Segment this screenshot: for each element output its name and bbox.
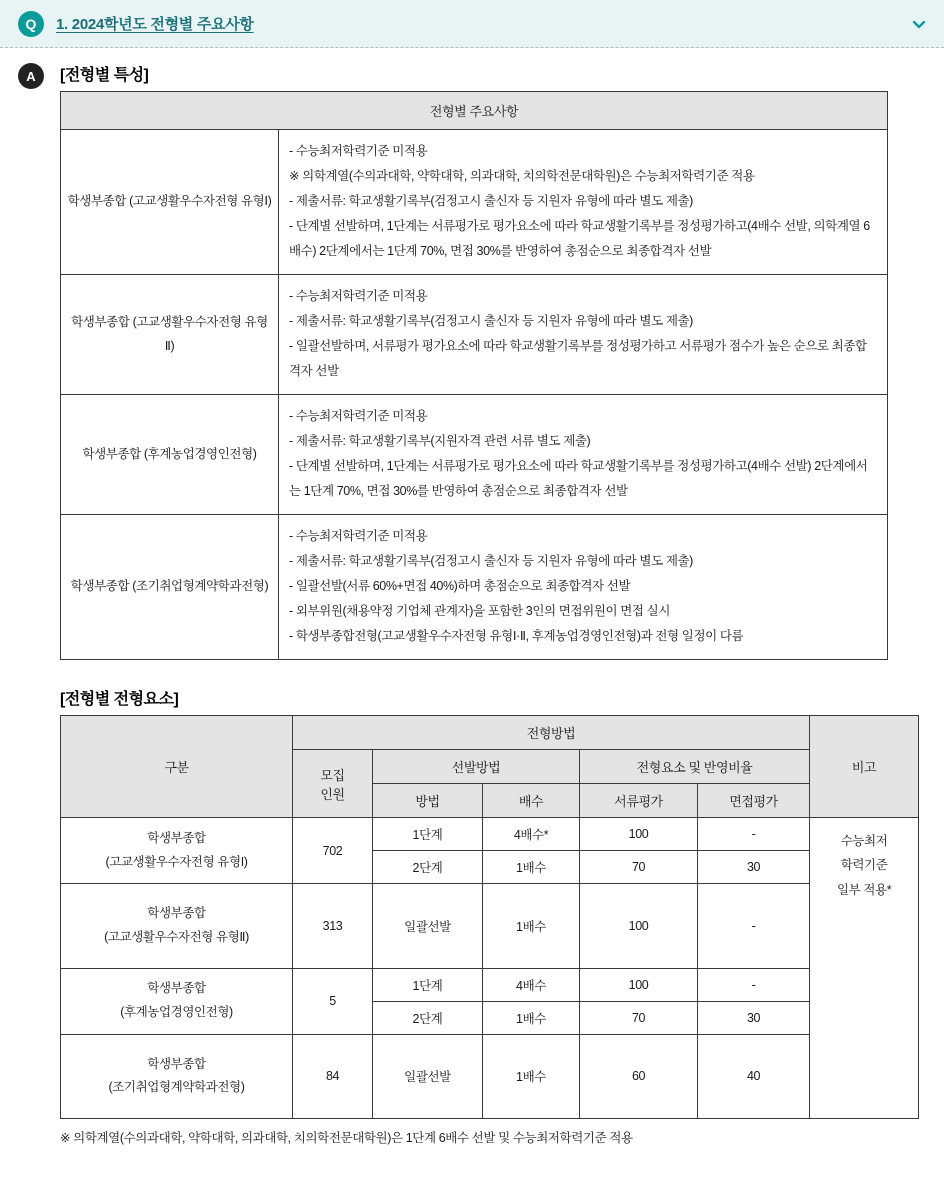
faq-question-title[interactable]: 1. 2024학년도 전형별 주요사항	[56, 16, 254, 33]
stage-ratio: 1배수	[483, 851, 580, 884]
detail-line: - 일괄선발하며, 서류평가 평가요소에 따라 학교생활기록부를 정성평가하고 서류평가 점수가 높은 순으로 최종합격자 선발	[289, 339, 867, 378]
stage-interview: -	[698, 818, 810, 851]
remark-line: 학력기준	[840, 858, 888, 873]
stage-document: 100	[580, 818, 698, 851]
stage-method: 일괄선발	[373, 1034, 483, 1119]
stage-ratio: 1배수	[483, 1001, 580, 1034]
stage-interview: 30	[698, 851, 810, 884]
category-line: 학생부종합	[147, 981, 206, 996]
stage-interview: -	[698, 968, 810, 1001]
stage-ratio: 4배수	[483, 968, 580, 1001]
category-line: 학생부종합	[82, 446, 141, 461]
stage-method: 2단계	[373, 851, 483, 884]
detail-line: - 외부위원(채용약정 기업체 관계자)을 포함한 3인의 면접위원이 면접 실시	[289, 604, 670, 618]
stage-interview: 30	[698, 1001, 810, 1034]
section-title-factors: [전형별 전형요소]	[60, 691, 179, 708]
stage-document: 70	[580, 1001, 698, 1034]
header-document: 서류평가	[580, 784, 698, 818]
category-line: (고교생활우수자전형 유형Ⅱ)	[132, 315, 268, 353]
row-category	[61, 395, 279, 515]
detail-line: - 제출서류: 학교생활기록부(검정고시 출신자 등 지원자 유형에 따라 별도 제출)	[289, 314, 693, 328]
category-line: (조기취업형계약학과전형)	[108, 1080, 245, 1095]
stage-ratio: 1배수	[483, 1034, 580, 1119]
row-category	[61, 818, 293, 884]
category-line: 학생부종합	[71, 315, 130, 330]
row-category	[61, 884, 293, 969]
category-line: 학생부종합	[147, 906, 206, 920]
table-row	[61, 395, 888, 515]
row-details	[279, 275, 888, 395]
header-method: 방법	[373, 784, 483, 818]
table-row	[61, 818, 919, 851]
header-quota-line: 인원	[320, 786, 345, 802]
stage-document: 70	[580, 851, 698, 884]
detail-line: - 일괄선발(서류 60%+면접 40%)하며 총점순으로 최종합격자 선발	[289, 579, 631, 593]
header-quota-line: 모집	[320, 767, 345, 783]
row-remark	[810, 818, 919, 1119]
detail-line: - 수능최저학력기준 미적용	[289, 289, 428, 303]
row-quota: 5	[293, 968, 373, 1034]
detail-line: - 단계별 선발하며, 1단계는 서류평가로 평가요소에 따라 학교생활기록부를 정성평가하고(4배수 선발) 2단계에서는 1단계 70%, 면접 30%를 반영하여 총점순으로 최종합격자 선발	[289, 459, 868, 498]
stage-method: 1단계	[373, 968, 483, 1001]
remark-line: 수능최저	[840, 834, 888, 848]
header-remark: 비고	[810, 716, 919, 818]
category-line: (고교생활우수자전형 유형I)	[105, 854, 248, 869]
row-category	[61, 275, 279, 395]
row-category	[61, 1034, 293, 1119]
stage-interview: -	[698, 884, 810, 969]
section-title-characteristics: [전형별 특성]	[60, 67, 149, 84]
admission-characteristics-table	[60, 91, 888, 660]
stage-document: 60	[580, 1034, 698, 1119]
stage-method: 1단계	[373, 818, 483, 851]
stage-document: 100	[580, 884, 698, 969]
category-line: 학생부종합	[67, 194, 126, 209]
table-header-row	[61, 92, 888, 130]
detail-line: - 학생부종합전형(고교생활우수자전형 유형Ⅰ·Ⅱ, 후계농업경영인전형)과 전형 일정이 다름	[289, 629, 744, 643]
category-line: 학생부종합	[147, 830, 206, 845]
stage-method: 일괄선발	[373, 884, 483, 969]
table-row	[61, 275, 888, 395]
question-badge: Q	[18, 11, 44, 37]
category-line: (고교생활우수자전형 유형Ⅱ)	[104, 929, 249, 944]
table-row	[61, 515, 888, 660]
row-quota: 313	[293, 884, 373, 969]
chevron-down-icon[interactable]	[908, 13, 930, 35]
table-row	[61, 1034, 919, 1119]
row-category	[61, 968, 293, 1034]
row-category	[61, 130, 279, 275]
table-footnote: ※ 의학계열(수의과대학, 약학대학, 의과대학, 치의학전문대학원)은 1단계 6배수 선발 및 수능최저학력기준 적용	[60, 1131, 633, 1145]
header-gubun: 구분	[61, 716, 293, 818]
remark-line: 일부 적용*	[836, 882, 892, 897]
table-header-cell: 전형별 주요사항	[61, 92, 888, 130]
category-line: 학생부종합	[70, 579, 130, 594]
table-row	[61, 968, 919, 1001]
detail-line: ※ 의학계열(수의과대학, 약학대학, 의과대학, 치의학전문대학원)은 수능최저학력기준 적용	[289, 169, 755, 183]
detail-line: - 제출서류: 학교생활기록부(검정고시 출신자 등 지원자 유형에 따라 별도 제출)	[289, 554, 693, 568]
admission-factors-table	[60, 715, 919, 1119]
detail-line: - 제출서류: 학교생활기록부(지원자격 관련 서류 별도 제출)	[289, 434, 591, 448]
category-line: (고교생활우수자전형 유형Ⅰ)	[129, 194, 272, 209]
detail-line: - 제출서류: 학교생활기록부(검정고시 출신자 등 지원자 유형에 따라 별도 제출)	[289, 194, 693, 208]
stage-document: 100	[580, 968, 698, 1001]
stage-method: 2단계	[373, 1001, 483, 1034]
detail-line: - 수능최저학력기준 미적용	[289, 529, 428, 543]
row-quota: 702	[293, 818, 373, 884]
table-row	[61, 884, 919, 969]
table-header-row-1	[61, 716, 919, 750]
stage-ratio: 4배수*	[483, 818, 580, 851]
row-details	[279, 130, 888, 275]
faq-answer-body	[0, 48, 944, 1160]
row-quota: 84	[293, 1034, 373, 1119]
faq-question-header[interactable]	[0, 0, 944, 48]
header-factor-group: 전형요소 및 반영비율	[580, 750, 810, 784]
detail-line: - 단계별 선발하며, 1단계는 서류평가로 평가요소에 따라 학교생활기록부를 정성평가하고(4배수 선발, 의학계열 6배수) 2단계에서는 1단계 70%, 면접 30%를 반영하여 총점순으로 최종합격자 선발	[289, 219, 870, 258]
row-details	[279, 395, 888, 515]
category-line: (후계농업경영인전형)	[143, 446, 257, 461]
table-row	[61, 130, 888, 275]
detail-line: - 수능최저학력기준 미적용	[289, 409, 428, 423]
stage-ratio: 1배수	[483, 884, 580, 969]
header-quota	[293, 750, 373, 818]
answer-badge: A	[18, 63, 44, 89]
header-interview: 면접평가	[698, 784, 810, 818]
stage-interview: 40	[698, 1034, 810, 1119]
detail-line: - 수능최저학력기준 미적용	[289, 144, 428, 158]
header-method-group: 전형방법	[293, 716, 810, 750]
row-details	[279, 515, 888, 660]
header-selection-group: 선발방법	[373, 750, 580, 784]
header-ratio: 배수	[483, 784, 580, 818]
category-line: 학생부종합	[147, 1056, 206, 1071]
category-line: (후계농업경영인전형)	[120, 1005, 233, 1019]
row-category	[61, 515, 279, 660]
category-line: (조기취업형계약학과전형)	[132, 579, 269, 594]
